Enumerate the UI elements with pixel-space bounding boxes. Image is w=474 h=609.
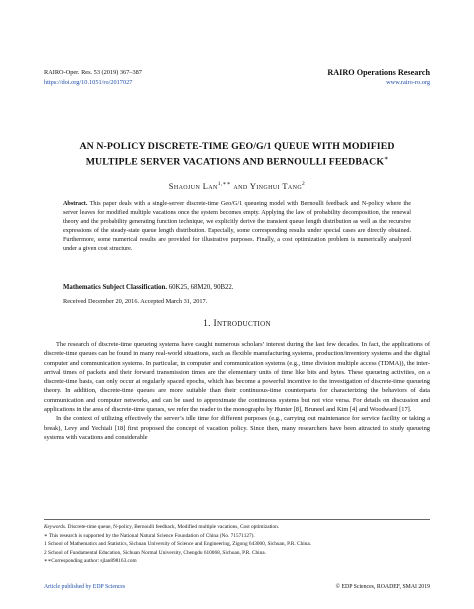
section-number: 1. xyxy=(203,319,211,329)
paragraph-2: In the context of utilizing effectively the server’s idle time for different purposes (e.g., carrying out maintenance for service facility or taking a break), Levy and Yechiali [18] first proposed the concept of vacation policy. Since then, many researchers have been attracted to study queueing systems with vacations and considerable xyxy=(44,415,430,441)
body-text xyxy=(44,340,430,442)
footnote-funding: ∗ This research is supported by the National Natural Science Foundation of China (No. 71571127). xyxy=(44,532,255,539)
msc-codes: 60K25, 68M20, 90B22. xyxy=(168,284,234,291)
footnote-affiliation-2: 2 School of Fundamental Education, Sichuan Normal University, Chengdu 610068, Sichuan, P.R. China. xyxy=(44,549,266,556)
title-line-2-wrap xyxy=(30,153,444,168)
section-heading xyxy=(30,319,444,329)
journal-citation: RAIRO-Oper. Res. 53 (2019) 367–387 xyxy=(44,69,142,76)
journal-citation-block xyxy=(44,68,142,88)
journal-header-block xyxy=(327,68,430,88)
author-1: Shaojun Lan xyxy=(168,181,218,191)
publisher-link[interactable]: Article published by EDP Sciences xyxy=(44,584,126,590)
msc-label: Mathematics Subject Classification. xyxy=(63,284,168,291)
journal-url-link[interactable]: www.rairo-ro.org xyxy=(386,79,430,86)
footnote-affiliation-1: 1 School of Mathematics and Statistics, Sichuan University of Science and Engineering, Zigong 643000, Sichuan, P.R. China. xyxy=(44,541,312,548)
section-title: Introduction xyxy=(213,319,271,329)
journal-name: RAIRO Operations Research xyxy=(327,68,430,77)
paper-title xyxy=(30,140,444,168)
copyright-notice: © EDP Sciences, ROADEF, SMAI 2019 xyxy=(335,584,430,590)
title-footnote-mark: ∗ xyxy=(384,156,389,162)
doi-link[interactable]: https://doi.org/10.1051/ro/2017027 xyxy=(44,79,133,86)
keywords-line xyxy=(44,523,430,532)
abstract xyxy=(63,200,411,253)
author-list xyxy=(30,181,444,191)
keywords-text: Discrete-time queue, N-policy, Bernoulli feedback, Modified multiple vacations, Cost optimization. xyxy=(67,524,280,530)
author-1-mark: 1,∗∗ xyxy=(217,181,231,187)
abstract-label: Abstract. xyxy=(63,201,88,207)
title-line-1: AN N-POLICY DISCRETE-TIME GEO/G/1 QUEUE WITH MODIFIED xyxy=(79,141,395,152)
author-2-mark: 2 xyxy=(302,181,306,187)
author-conjunction: and xyxy=(233,181,248,191)
footnote-divider xyxy=(44,519,430,520)
paragraph-1: The research of discrete-time queueing systems have caught numerous scholars’ interest during the last few decades. In fact, the applications of discrete-time queues can be found in many real-world situations, such as flexible manufacturing systems, production/inventory systems and the digital computer and communication systems. In particular, in computer and communication systems (e.g., time division multiple access (TDMA)), the inter-arrival times of packets and their forward transmission times are the elementary units of time like bits and bytes. These queueing activities, on a discrete-time basis, can only occur at regularly spaced epochs, which has become a powerful incentive to the investigation of discrete-time queueing theory. In addition, discrete-time queues are more suitable than their continuous-time counterparts for characterizing the behaviors of data communication and computer networks, and can be used to approximate the continuous systems but not vice versa. For details on discussion and applications in the area of discrete-time queues, we refer the reader to the monographs by Hunter [8], Bruneel and Kim [4] and Woodward [17]. xyxy=(44,341,430,414)
abstract-text: This paper deals with a single-server discrete-time Geo/G/1 queueing model with Bernoulli feedback and N-policy where the server leaves for modified multiple vacations once the system becomes empty. Applying the law of probability decomposition, the renewal theory and the probability generating function technique, we explicitly derive the transient queue length distribution as well as the recursive expressions of the steady-state queue length distribution. Especially, some corresponding results under special cases are directly obtained. Furthermore, some numerical results are provided for illustrative purposes. Finally, a cost optimization problem is numerically analyzed under a given cost structure. xyxy=(63,201,411,252)
keywords-label: Keywords. xyxy=(44,524,67,530)
author-2: Yinghui Tang xyxy=(249,181,303,191)
footnote-corresponding-author: ∗∗Corresponding author: sjlan898163.com xyxy=(44,558,137,565)
received-dates: Received December 20, 2016. Accepted March 31, 2017. xyxy=(63,298,208,305)
footnotes xyxy=(44,523,430,566)
title-line-2: MULTIPLE SERVER VACATIONS AND BERNOULLI FEEDBACK xyxy=(85,156,385,168)
subject-classification xyxy=(63,284,411,291)
